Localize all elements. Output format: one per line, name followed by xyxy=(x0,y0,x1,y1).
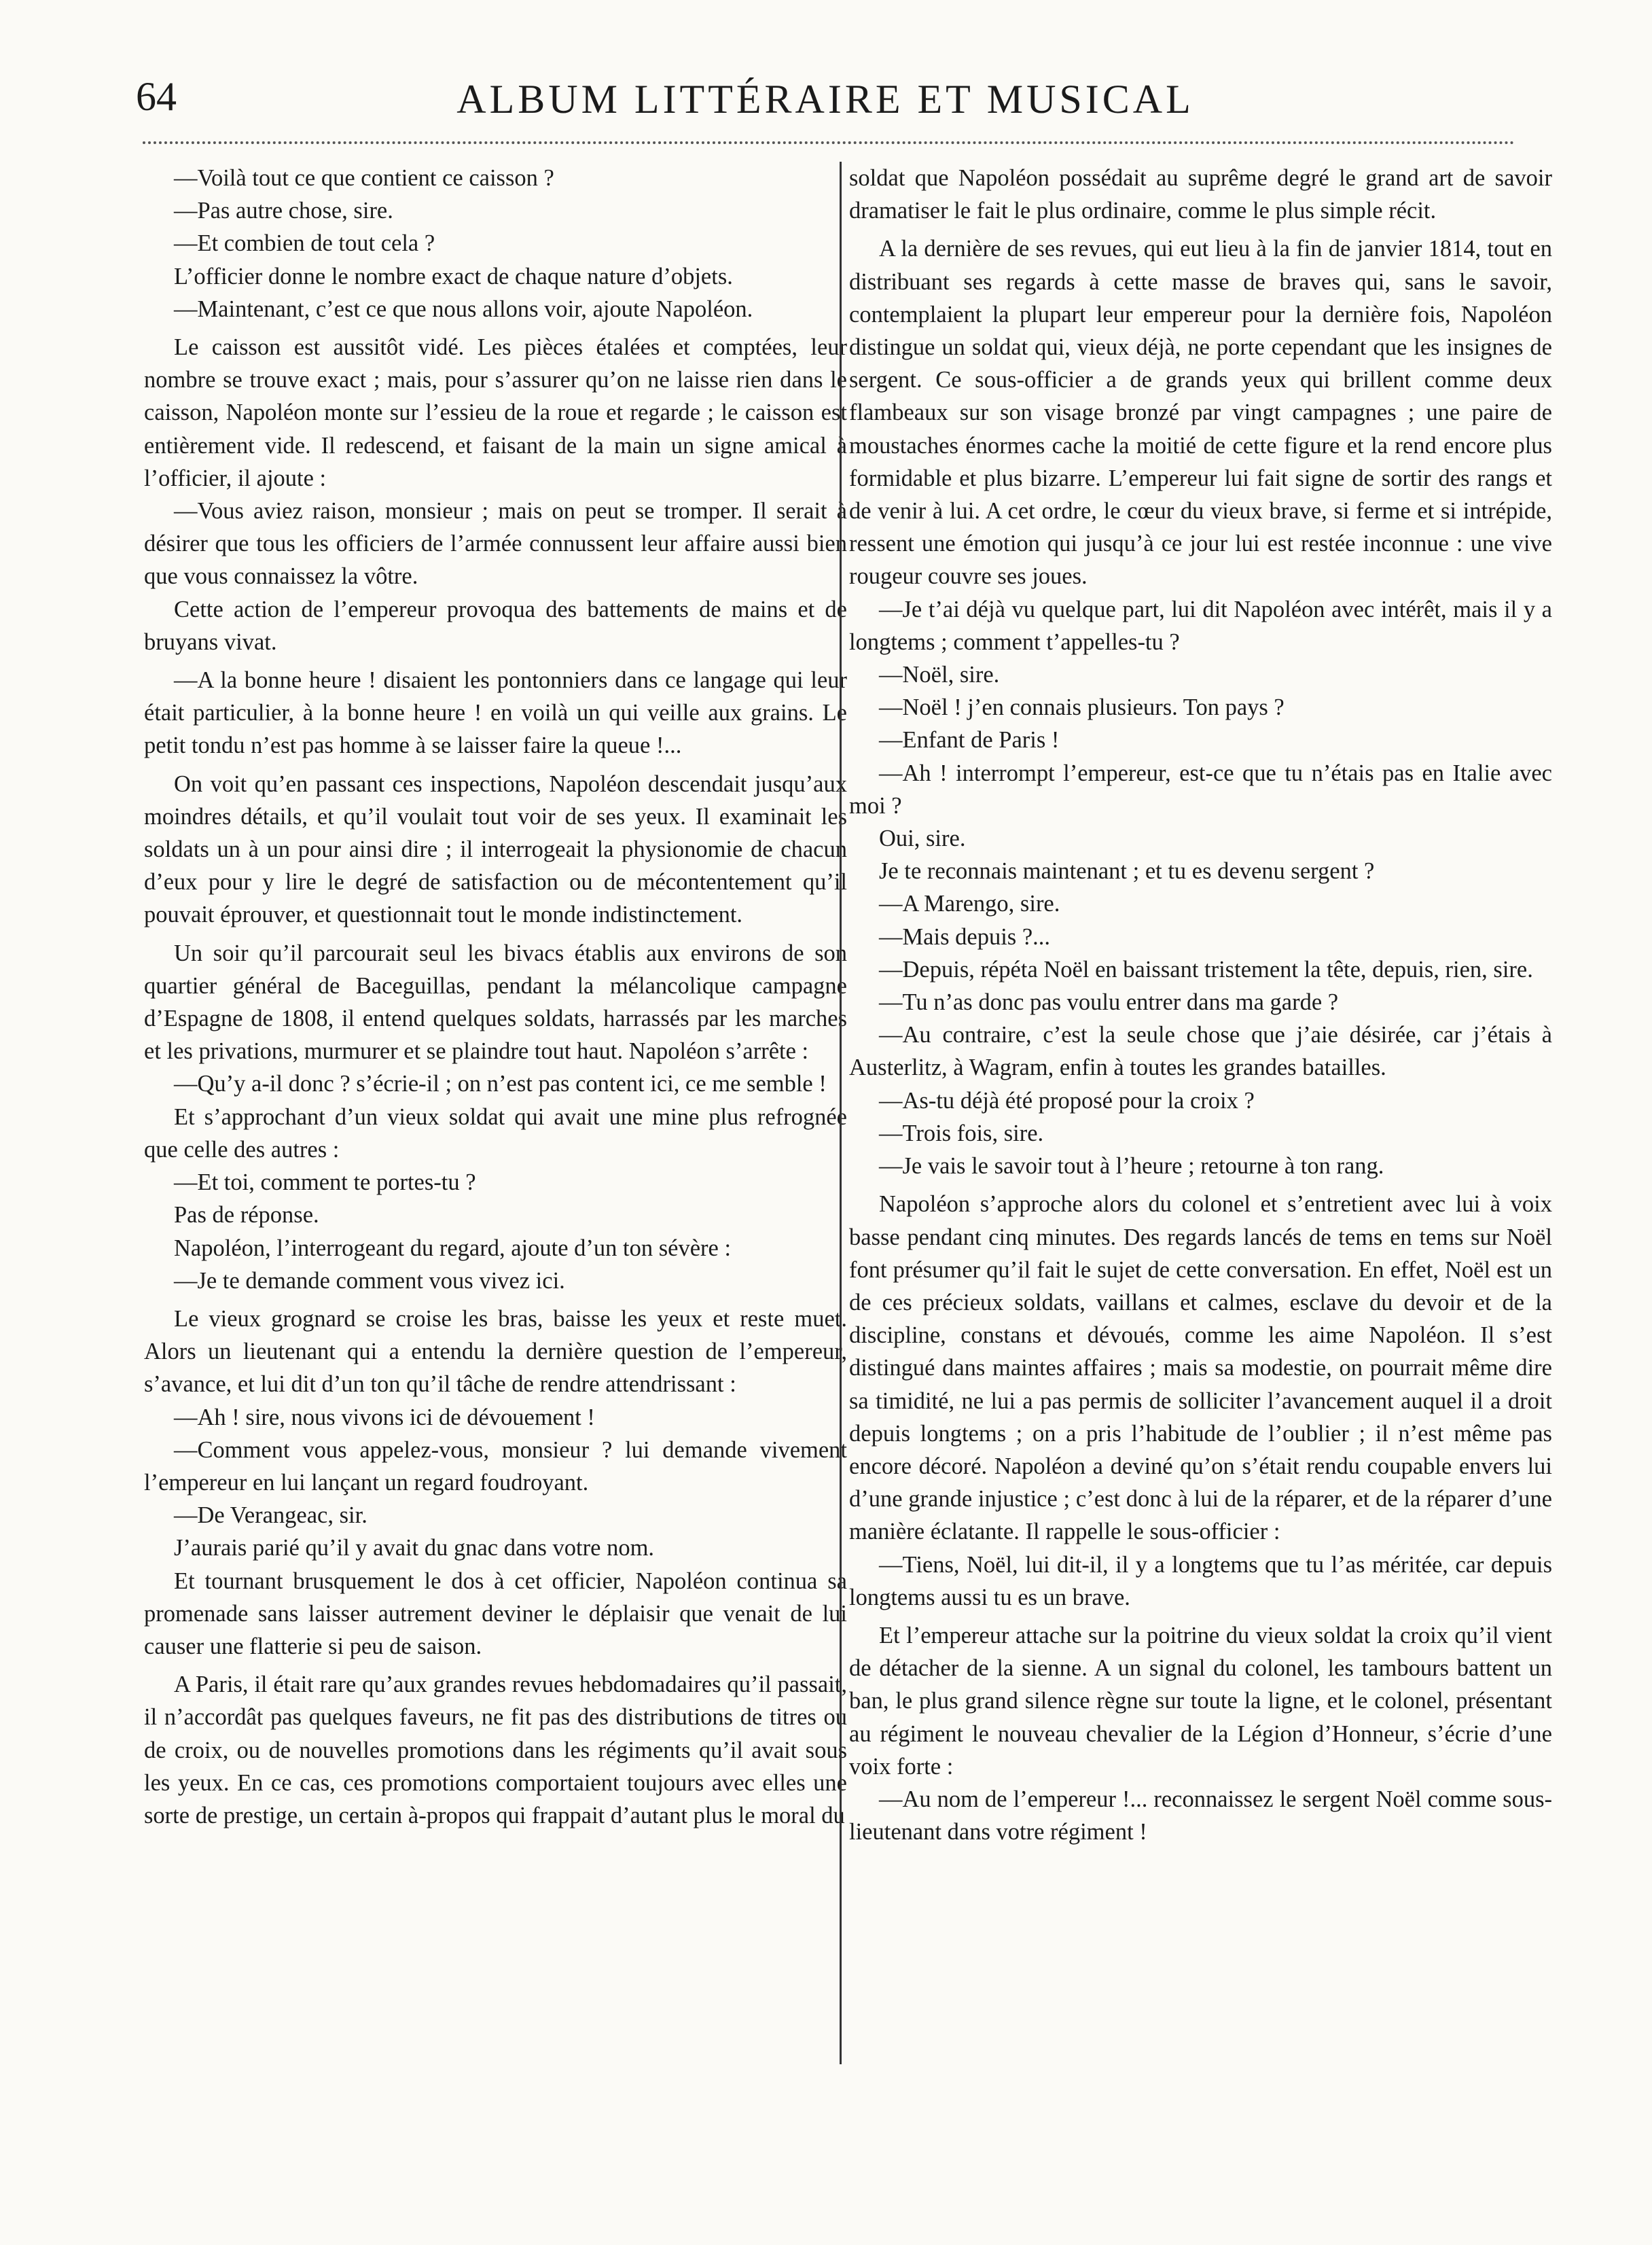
paragraph: —Vous aviez raison, monsieur ; mais on peut se tromper. Il serait à désirer que tous les officiers de l’armée connussent leur affaire aussi bien que vous connaissez la vôtre. xyxy=(144,498,847,590)
header-rule xyxy=(143,141,1515,144)
paragraph: —De Verangeac, sir. xyxy=(174,1502,367,1529)
paragraph: Napoléon s’approche alors du colonel et s’entretient avec lui à voix basse pendant cinq minutes. Des regards lancés de tems en tems sur Noël font présumer qu’il fait le sujet de cette conversation. En effet, Noël est un de ces précieux soldats, vaillans et calmes, esclave du devoir et de la discipline, constans et dévoués, comme les aime Napoléon. Il s’est distingué dans maintes affaires ; mais sa modestie, on pourrait même dire sa timidité, ne lui a pas permis de solliciter l’avancement auquel il a droit depuis longtems ; on a pris l’habitude de l’oublier ; il n’est même pas encore décoré. Napoléon a deviné qu’on s’était rendu coupable envers lui d’une grande injustice ; c’est donc à lui de la réparer, et de la réparer d’une manière éclatante. Il rappelle le sous-officier : xyxy=(849,1191,1552,1545)
paragraph: —Enfant de Paris ! xyxy=(879,727,1060,754)
paragraph: Cette action de l’empereur provoqua des battements de mains et de bruyans vivat. xyxy=(144,596,847,655)
left-column xyxy=(144,162,847,1832)
paragraph: —As-tu déjà été proposé pour la croix ? xyxy=(879,1087,1255,1114)
paragraph: Je te reconnais maintenant ; et tu es devenu sergent ? xyxy=(879,858,1375,885)
paragraph: —Trois fois, sire. xyxy=(879,1120,1044,1146)
paragraph: Oui, sire. xyxy=(879,826,966,852)
paragraph: —Au nom de l’empereur !... reconnaissez le sergent Noël comme sous-lieutenant dans votre régiment ! xyxy=(849,1786,1552,1845)
paragraph: Et l’empereur attache sur la poitrine du vieux soldat la croix qu’il vient de détacher de la sienne. A un signal du colonel, les tambours battent un ban, le plus grand silence règne sur toute la ligne, et le colonel, présentant au régiment le nouveau chevalier de la Légion d’Honneur, s’écrie d’une voix forte : xyxy=(849,1622,1552,1780)
paragraph: J’aurais parié qu’il y avait du gnac dans votre nom. xyxy=(174,1535,655,1561)
paragraph: —Tiens, Noël, lui dit-il, il y a longtems que tu l’as méritée, car depuis longtems aussi tu es un brave. xyxy=(849,1551,1552,1610)
paragraph: —Tu n’as donc pas voulu entrer dans ma garde ? xyxy=(879,989,1339,1016)
paragraph: Et tournant brusquement le dos à cet officier, Napoléon continua sa promenade sans laisser autrement deviner le déplaisir que venait de lui causer une flatterie si peu de saison. xyxy=(144,1568,847,1659)
paragraph: —Noël, sire. xyxy=(879,662,1000,688)
paragraph: —Je vais le savoir tout à l’heure ; retourne à ton rang. xyxy=(879,1153,1384,1180)
paragraph: —A la bonne heure ! disaient les pontonniers dans ce langage qui leur était particulier, à la bonne heure ! en voilà un qui veille aux grains. Le petit tondu n’est pas homme à se laisser faire la queue !... xyxy=(144,667,847,759)
page-header xyxy=(136,67,1515,128)
running-title: ALBUM LITTÉRAIRE ET MUSICAL xyxy=(456,77,1194,122)
paragraph: Le vieux grognard se croise les bras, baisse les yeux et reste muet. Alors un lieutenant qui a entendu la dernière question de l’empereur, s’avance, et lui dit d’un ton qu’il tâche de rendre attendrissant : xyxy=(144,1305,847,1398)
paragraph: —Noël ! j’en connais plusieurs. Ton pays ? xyxy=(879,694,1285,721)
paragraph: —Ah ! interrompt l’empereur, est-ce que tu n’étais pas en Italie avec moi ? xyxy=(849,760,1552,819)
paragraph: —Maintenant, c’est ce que nous allons voir, ajoute Napoléon. xyxy=(174,296,753,322)
paragraph: —Au contraire, c’est la seule chose que j’aie désirée, car j’étais à Austerlitz, à Wagram, enfin à toutes les grandes batailles. xyxy=(849,1022,1552,1081)
paragraph: On voit qu’en passant ces inspections, Napoléon descendait jusqu’aux moindres détails, et qu’il voulait tout voir de ses yeux. Il examinait les soldats un à un pour ainsi dire ; il interrogeait la physionomie de chacun d’eux pour y lire le degré de satisfaction ou de mécontentement qu’il pouvait éprouver, et questionnait tout le monde indistinctement. xyxy=(144,771,847,928)
paragraph: —Je t’ai déjà vu quelque part, lui dit Napoléon avec intérêt, mais il y a longtems ; comment t’appelles-tu ? xyxy=(849,596,1552,655)
paragraph: —Comment vous appelez-vous, monsieur ? lui demande vivement l’empereur en lui lançant un regard foudroyant. xyxy=(144,1436,847,1496)
paragraph: Napoléon, l’interrogeant du regard, ajoute d’un ton sévère : xyxy=(174,1235,732,1261)
paragraph: —Depuis, répéta Noël en baissant tristement la tête, depuis, rien, sire. xyxy=(879,956,1533,983)
paragraph: A Paris, il était rare qu’aux grandes revues hebdomadaires qu’il passait, il n’accordât pas quelques faveurs, ne fit pas des distributions de titres ou de croix, ou de nouvelles promotions dans les régiments qu’il avait sous les yeux. En ce cas, ces promotions comportaient toujours avec elles une sorte de prestige, un certain à-propos qui frappait d’autant plus le moral du xyxy=(144,1672,847,1828)
paragraph: —Mais depuis ?... xyxy=(879,923,1051,950)
column-divider xyxy=(840,162,842,2064)
paragraph: —Et toi, comment te portes-tu ? xyxy=(174,1169,476,1196)
paragraph: Un soir qu’il parcourait seul les bivacs établis aux environs de son quartier général de Baceguillas, pendant la mélancolique campagne d’Espagne de 1808, il entend quelques soldats, harrassés par les marches et les privations, murmurer et se plaindre tout haut. Napoléon s’arrête : xyxy=(144,940,847,1065)
page-number: 64 xyxy=(136,74,177,119)
paragraph: Et s’approchant d’un vieux soldat qui avait une mine plus refrognée que celle des autres : xyxy=(144,1103,847,1163)
paragraph: —Voilà tout ce que contient ce caisson ? xyxy=(174,165,554,191)
paragraph: —Je te demande comment vous vivez ici. xyxy=(174,1267,565,1294)
paragraph: Le caisson est aussitôt vidé. Les pièces étalées et comptées, leur nombre se trouve exact ; mais, pour s’assurer qu’on ne laisse rien dans le caisson, Napoléon monte sur l’essieu de la roue et regarde ; le caisson est entièrement vide. Il redescend, et faisant de la main un signe amical à l’officier, il ajoute : xyxy=(144,334,847,491)
paragraph: —A Marengo, sire. xyxy=(879,891,1060,917)
paragraph: Pas de réponse. xyxy=(174,1202,319,1228)
paragraph: —Et combien de tout cela ? xyxy=(174,230,435,257)
paragraph: —Ah ! sire, nous vivons ici de dévouement ! xyxy=(174,1404,595,1430)
right-column xyxy=(849,162,1552,1848)
paragraph: soldat que Napoléon possédait au suprême degré le grand art de savoir dramatiser le fait le plus ordinaire, comme le plus simple récit. xyxy=(849,165,1552,224)
paragraph: —Qu’y a-il donc ? s’écrie-il ; on n’est pas content ici, ce me semble ! xyxy=(174,1071,827,1097)
paragraph: —Pas autre chose, sire. xyxy=(174,198,393,224)
paragraph: L’officier donne le nombre exact de chaque nature d’objets. xyxy=(174,263,733,289)
paragraph: A la dernière de ses revues, qui eut lieu à la fin de janvier 1814, tout en distribuant ses regards à cette masse de braves qui, sans le savoir, contemplaient la plupart leur empereur pour la dernière fois, Napoléon distingue un soldat qui, vieux déjà, ne porte cependant que les insignes de sergent. Ce sous-officier a de grands yeux qui brillent comme deux flambeaux sur son visage bronzé par vingt campagnes ; une paire de moustaches énormes cache la moitié de cette figure et la rend encore plus formidable et plus bizarre. L’empereur lui fait signe de sortir des rangs et de venir à lui. A cet ordre, le cœur du vieux brave, si ferme et si intrépide, ressent une émotion qui jusqu’à ce jour lui est restée inconnue : une vive rougeur couvre ses joues. xyxy=(849,236,1552,590)
